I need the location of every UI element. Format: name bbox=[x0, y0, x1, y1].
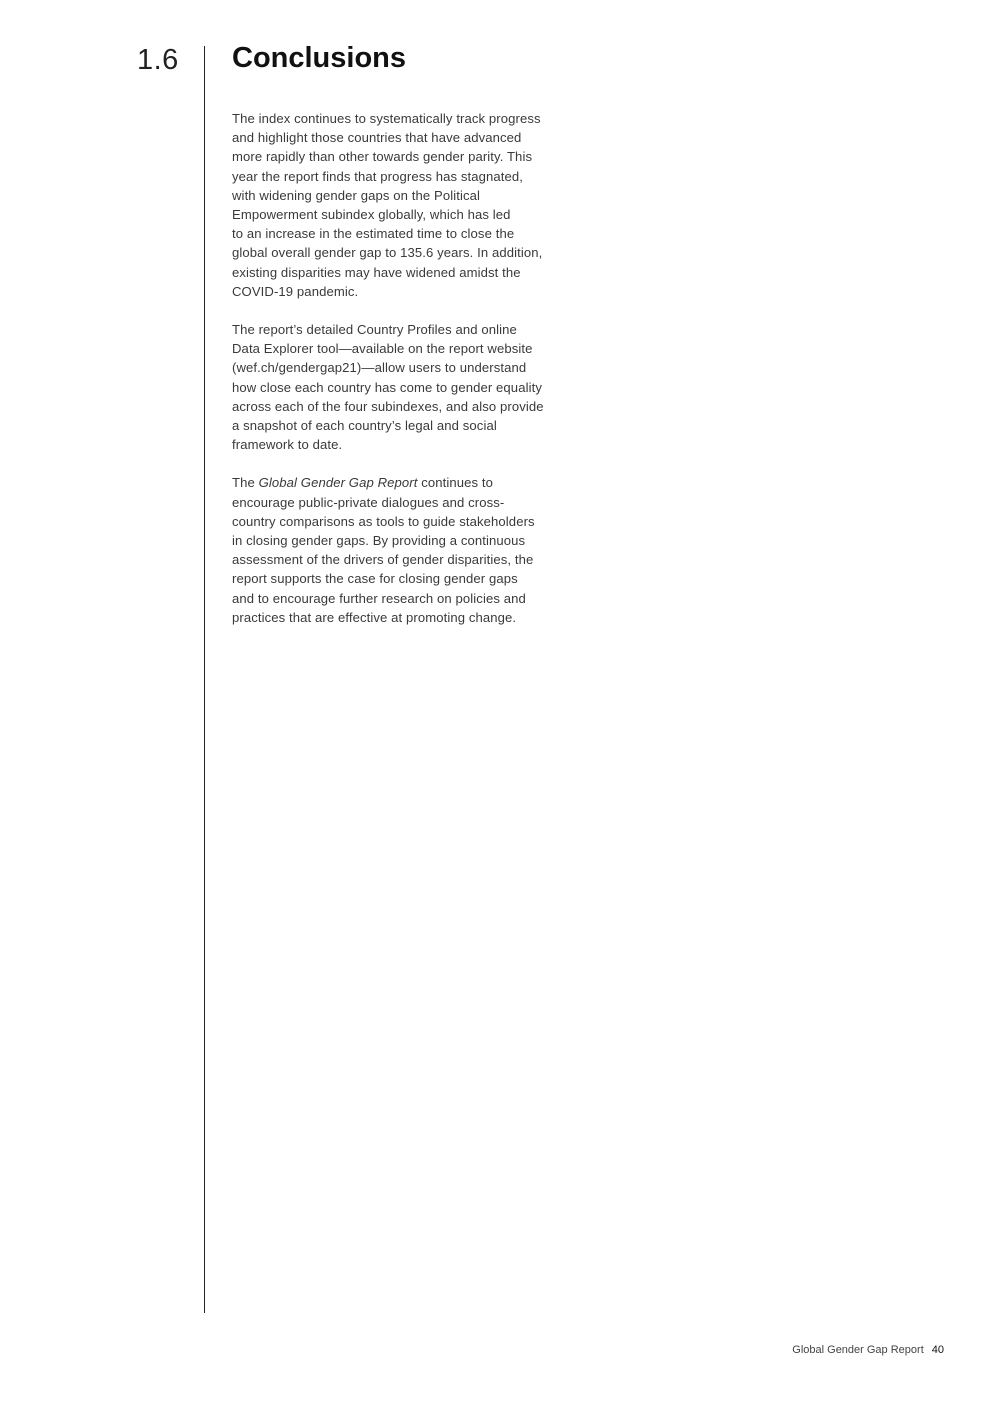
text-line: and highlight those countries that have advanced bbox=[232, 130, 522, 146]
text-line: to an increase in the estimated time to close the bbox=[232, 226, 515, 242]
text-line: global overall gender gap to 135.6 years. In addition, bbox=[232, 245, 543, 261]
report-title-italic: Global Gender Gap Report bbox=[258, 475, 418, 491]
section-number: 1.6 bbox=[137, 44, 179, 76]
text-fragment: continues to bbox=[417, 475, 494, 491]
text-line: The report’s detailed Country Profiles and online bbox=[232, 322, 517, 338]
footer-report-title: Global Gender Gap Report bbox=[792, 1344, 924, 1356]
text-line bbox=[232, 473, 582, 492]
text-line: and to encourage further research on policies and bbox=[232, 590, 526, 606]
page-number: 40 bbox=[931, 1344, 944, 1356]
vertical-divider bbox=[204, 46, 205, 1313]
paragraph-2 bbox=[232, 320, 582, 454]
text-line: across each of the four subindexes, and also provide bbox=[232, 398, 544, 414]
text-line: The index continues to systematically track progress bbox=[232, 111, 541, 126]
text-line: COVID-19 pandemic. bbox=[232, 283, 359, 299]
text-line: practices that are effective at promoting change. bbox=[232, 609, 517, 625]
text-line: existing disparities may have widened amidst the bbox=[232, 264, 521, 280]
text-line: how close each country has come to gender equality bbox=[232, 379, 542, 395]
text-line: with widening gender gaps on the Political bbox=[232, 187, 481, 203]
text-line: (wef.ch/gendergap21)—allow users to understand bbox=[232, 360, 527, 376]
paragraph-1 bbox=[232, 109, 582, 301]
text-line: country comparisons as tools to guide stakeholders bbox=[232, 513, 535, 529]
text-line: a snapshot of each country’s legal and social bbox=[232, 418, 497, 434]
body-text bbox=[232, 109, 582, 646]
text-line: year the report finds that progress has stagnated, bbox=[232, 168, 524, 184]
text-line: Empowerment subindex globally, which has led bbox=[232, 207, 511, 223]
text-fragment: The bbox=[232, 475, 259, 491]
text-line: Data Explorer tool—available on the report website bbox=[232, 341, 533, 357]
text-line: framework to date. bbox=[232, 437, 343, 453]
text-line: in closing gender gaps. By providing a continuous bbox=[232, 533, 526, 549]
text-line: report supports the case for closing gender gaps bbox=[232, 571, 518, 587]
text-line: encourage public-private dialogues and cross- bbox=[232, 494, 505, 510]
footer bbox=[792, 1344, 944, 1356]
text-line: more rapidly than other towards gender parity. This bbox=[232, 149, 533, 165]
page-title: Conclusions bbox=[232, 42, 407, 74]
paragraph-3 bbox=[232, 473, 582, 627]
text-line: assessment of the drivers of gender disparities, the bbox=[232, 552, 534, 568]
